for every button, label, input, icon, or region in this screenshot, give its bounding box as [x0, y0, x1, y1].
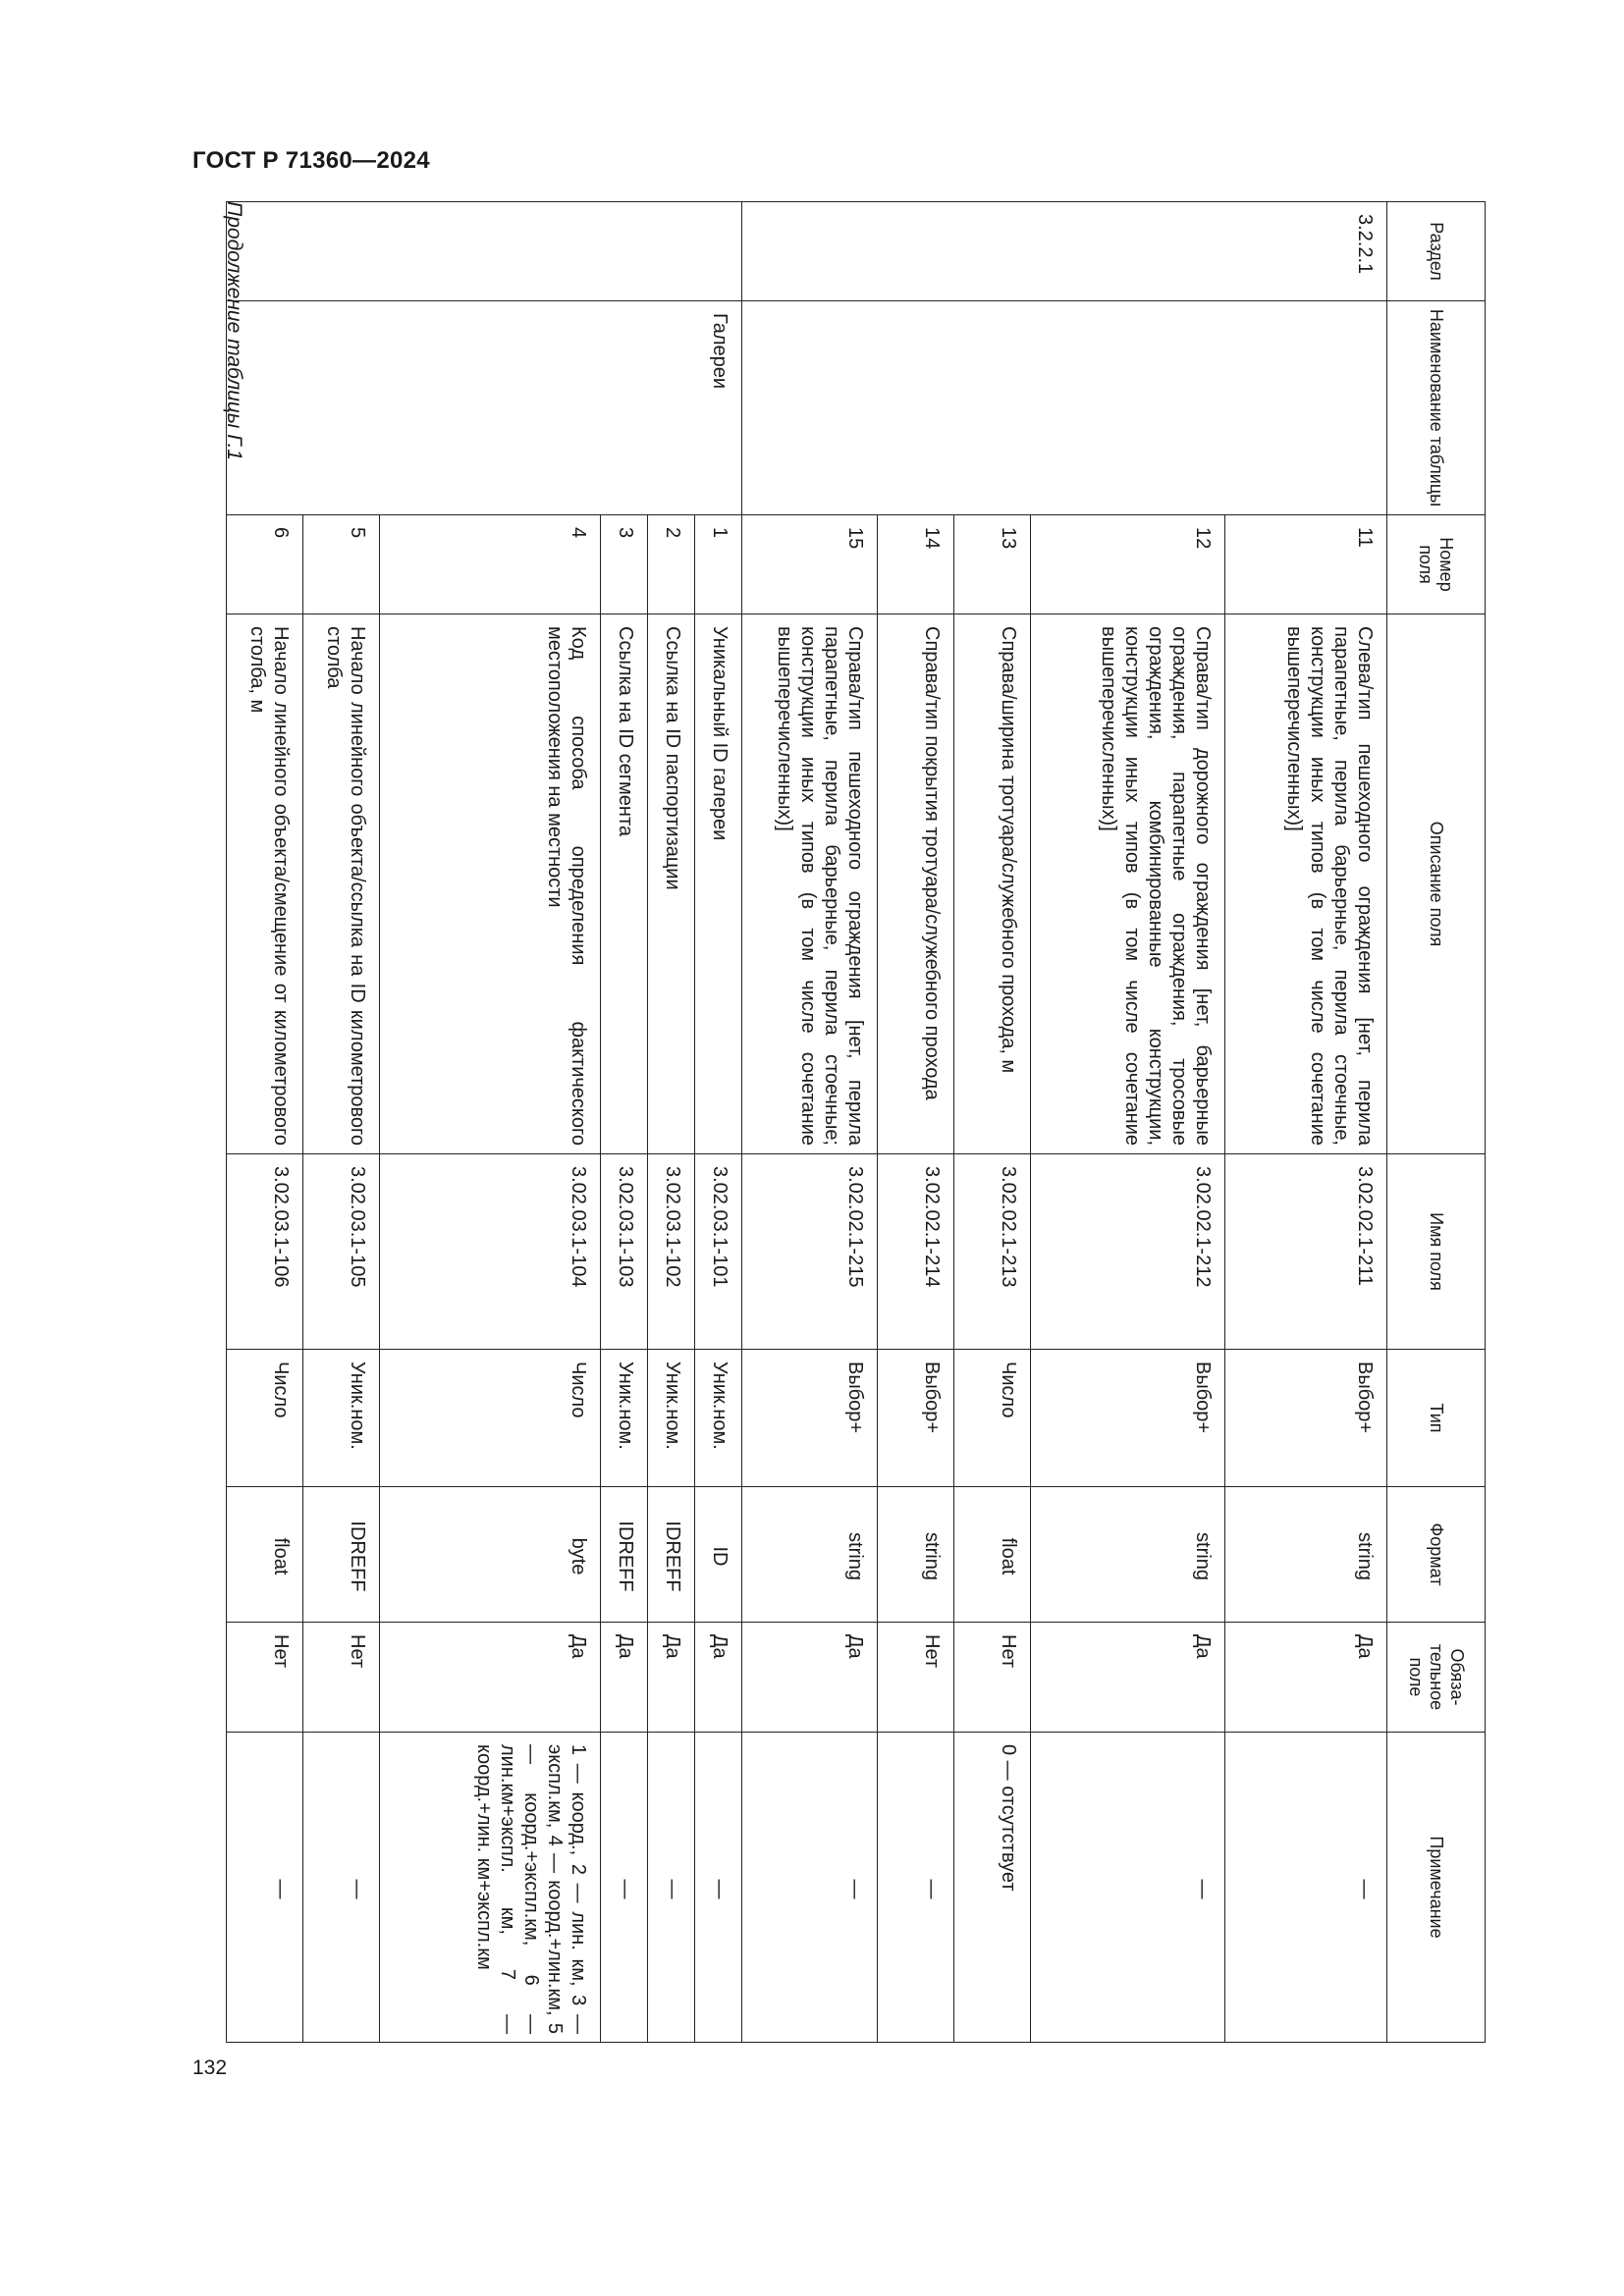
field-description: Код способа определения фактического местоположения на местности: [380, 614, 601, 1154]
table-name-cell: [742, 301, 1387, 515]
column-header: Тип: [1387, 1350, 1486, 1487]
column-header: Раздел: [1387, 202, 1486, 301]
field-format: string: [1031, 1487, 1225, 1623]
field-number: 15: [742, 515, 878, 614]
table-row: [695, 202, 742, 2043]
field-type: Число: [954, 1350, 1031, 1487]
column-header: Имя поля: [1387, 1154, 1486, 1350]
field-type: Число: [227, 1350, 303, 1487]
field-name: 3.02.03.1-102: [648, 1154, 695, 1350]
column-header: Номер поля: [1387, 515, 1486, 614]
field-number: 4: [380, 515, 601, 614]
field-required: Да: [648, 1623, 695, 1733]
field-required: Да: [1225, 1623, 1387, 1733]
field-type: Уник.ном.: [303, 1350, 380, 1487]
field-description: Справа/ширина тротуара/служебного прохода, м: [954, 614, 1031, 1154]
field-name: 3.02.02.1-215: [742, 1154, 878, 1350]
field-format: float: [227, 1487, 303, 1623]
field-description: Ссылка на ID сегмента: [601, 614, 648, 1154]
field-number: 6: [227, 515, 303, 614]
field-number: 1: [695, 515, 742, 614]
field-format: string: [878, 1487, 954, 1623]
field-note: —: [1225, 1733, 1387, 2043]
field-description: Слева/тип пешеходного ограждения [нет, перила парапетные, перила барьерные, перила стоечные, конструкции иных типов (в том числе сочетание вышеперечисленных)]: [1225, 614, 1387, 1154]
field-name: 3.02.03.1-105: [303, 1154, 380, 1350]
fields-table: [226, 201, 1486, 2043]
column-header: Наименование таблицы: [1387, 301, 1486, 515]
field-note: —: [601, 1733, 648, 2043]
field-number: 5: [303, 515, 380, 614]
field-note: —: [227, 1733, 303, 2043]
field-required: Да: [601, 1623, 648, 1733]
column-header: Формат: [1387, 1487, 1486, 1623]
column-header: Описание поля: [1387, 614, 1486, 1154]
column-header: Примечание: [1387, 1733, 1486, 2043]
field-type: Выбор+: [1225, 1350, 1387, 1487]
field-required: Нет: [878, 1623, 954, 1733]
field-number: 11: [1225, 515, 1387, 614]
section-cell-empty: [227, 202, 742, 301]
field-name: 3.02.03.1-104: [380, 1154, 601, 1350]
field-note: 0 — отсутствует: [954, 1733, 1031, 2043]
field-type: Уник.ном.: [601, 1350, 648, 1487]
field-name: 3.02.03.1-101: [695, 1154, 742, 1350]
field-name: 3.02.03.1-103: [601, 1154, 648, 1350]
field-required: Нет: [303, 1623, 380, 1733]
field-format: byte: [380, 1487, 601, 1623]
field-format: float: [954, 1487, 1031, 1623]
page-number: 132: [192, 2056, 228, 2079]
field-note: —: [742, 1733, 878, 2043]
field-format: IDREFF: [648, 1487, 695, 1623]
field-number: 12: [1031, 515, 1225, 614]
field-description: Уникальный ID галереи: [695, 614, 742, 1154]
field-name: 3.02.02.1-213: [954, 1154, 1031, 1350]
field-required: Нет: [227, 1623, 303, 1733]
field-type: Уник.ном.: [648, 1350, 695, 1487]
field-format: string: [1225, 1487, 1387, 1623]
field-type: Выбор+: [878, 1350, 954, 1487]
field-number: 2: [648, 515, 695, 614]
field-type: Выбор+: [742, 1350, 878, 1487]
field-required: Нет: [954, 1623, 1031, 1733]
field-note: —: [303, 1733, 380, 2043]
field-note: —: [1031, 1733, 1225, 2043]
field-name: 3.02.03.1-106: [227, 1154, 303, 1350]
field-note: —: [695, 1733, 742, 2043]
field-type: Число: [380, 1350, 601, 1487]
section-cell: 3.2.2.1: [742, 202, 1387, 301]
field-name: 3.02.02.1-214: [878, 1154, 954, 1350]
field-description: Начало линейного объекта/ссылка на ID километрового столба: [303, 614, 380, 1154]
rotated-table-page: [223, 201, 1486, 2042]
field-description: Справа/тип покрытия тротуара/служебного прохода: [878, 614, 954, 1154]
field-name: 3.02.02.1-211: [1225, 1154, 1387, 1350]
field-note: 1 — коорд., 2 — лин. км, 3 — экспл.км, 4 — коорд.+лин.км, 5 — коорд.+экспл.км, 6 — лин.км+экспл. км, 7 — коорд.+лин. км+экспл.км: [380, 1733, 601, 2043]
table-caption: Продолжение таблицы Г.1: [223, 201, 245, 461]
field-format: IDREFF: [601, 1487, 648, 1623]
field-format: IDREFF: [303, 1487, 380, 1623]
field-description: Справа/тип дорожного ограждения [нет, барьерные ограждения, парапетные ограждения, тросовые ограждения, комбинированные конструкции, конструкции иных типов (в том числе сочетание вышеперечисленных)]: [1031, 614, 1225, 1154]
field-required: Да: [380, 1623, 601, 1733]
field-note: —: [878, 1733, 954, 2043]
field-description: Ссылка на ID паспортизации: [648, 614, 695, 1154]
field-required: Да: [695, 1623, 742, 1733]
table-name-cell: Галереи: [227, 301, 742, 515]
field-name: 3.02.02.1-212: [1031, 1154, 1225, 1350]
field-required: Да: [742, 1623, 878, 1733]
field-type: Выбор+: [1031, 1350, 1225, 1487]
column-header: Обяза-тельное поле: [1387, 1623, 1486, 1733]
field-format: string: [742, 1487, 878, 1623]
field-number: 3: [601, 515, 648, 614]
field-description: Справа/тип пешеходного ограждения [нет, перила парапетные, перила барьерные, перила стоечные; конструкции иных типов (в том числе сочетание вышеперечисленных)]: [742, 614, 878, 1154]
field-note: —: [648, 1733, 695, 2043]
field-required: Да: [1031, 1623, 1225, 1733]
field-number: 13: [954, 515, 1031, 614]
field-type: Уник.ном.: [695, 1350, 742, 1487]
table-row: [1225, 202, 1387, 2043]
document-header: ГОСТ Р 71360—2024: [192, 147, 430, 174]
field-description: Начало линейного объекта/смещение от километрового столба, м: [227, 614, 303, 1154]
table-header-row: [1387, 202, 1486, 2043]
field-number: 14: [878, 515, 954, 614]
field-format: ID: [695, 1487, 742, 1623]
